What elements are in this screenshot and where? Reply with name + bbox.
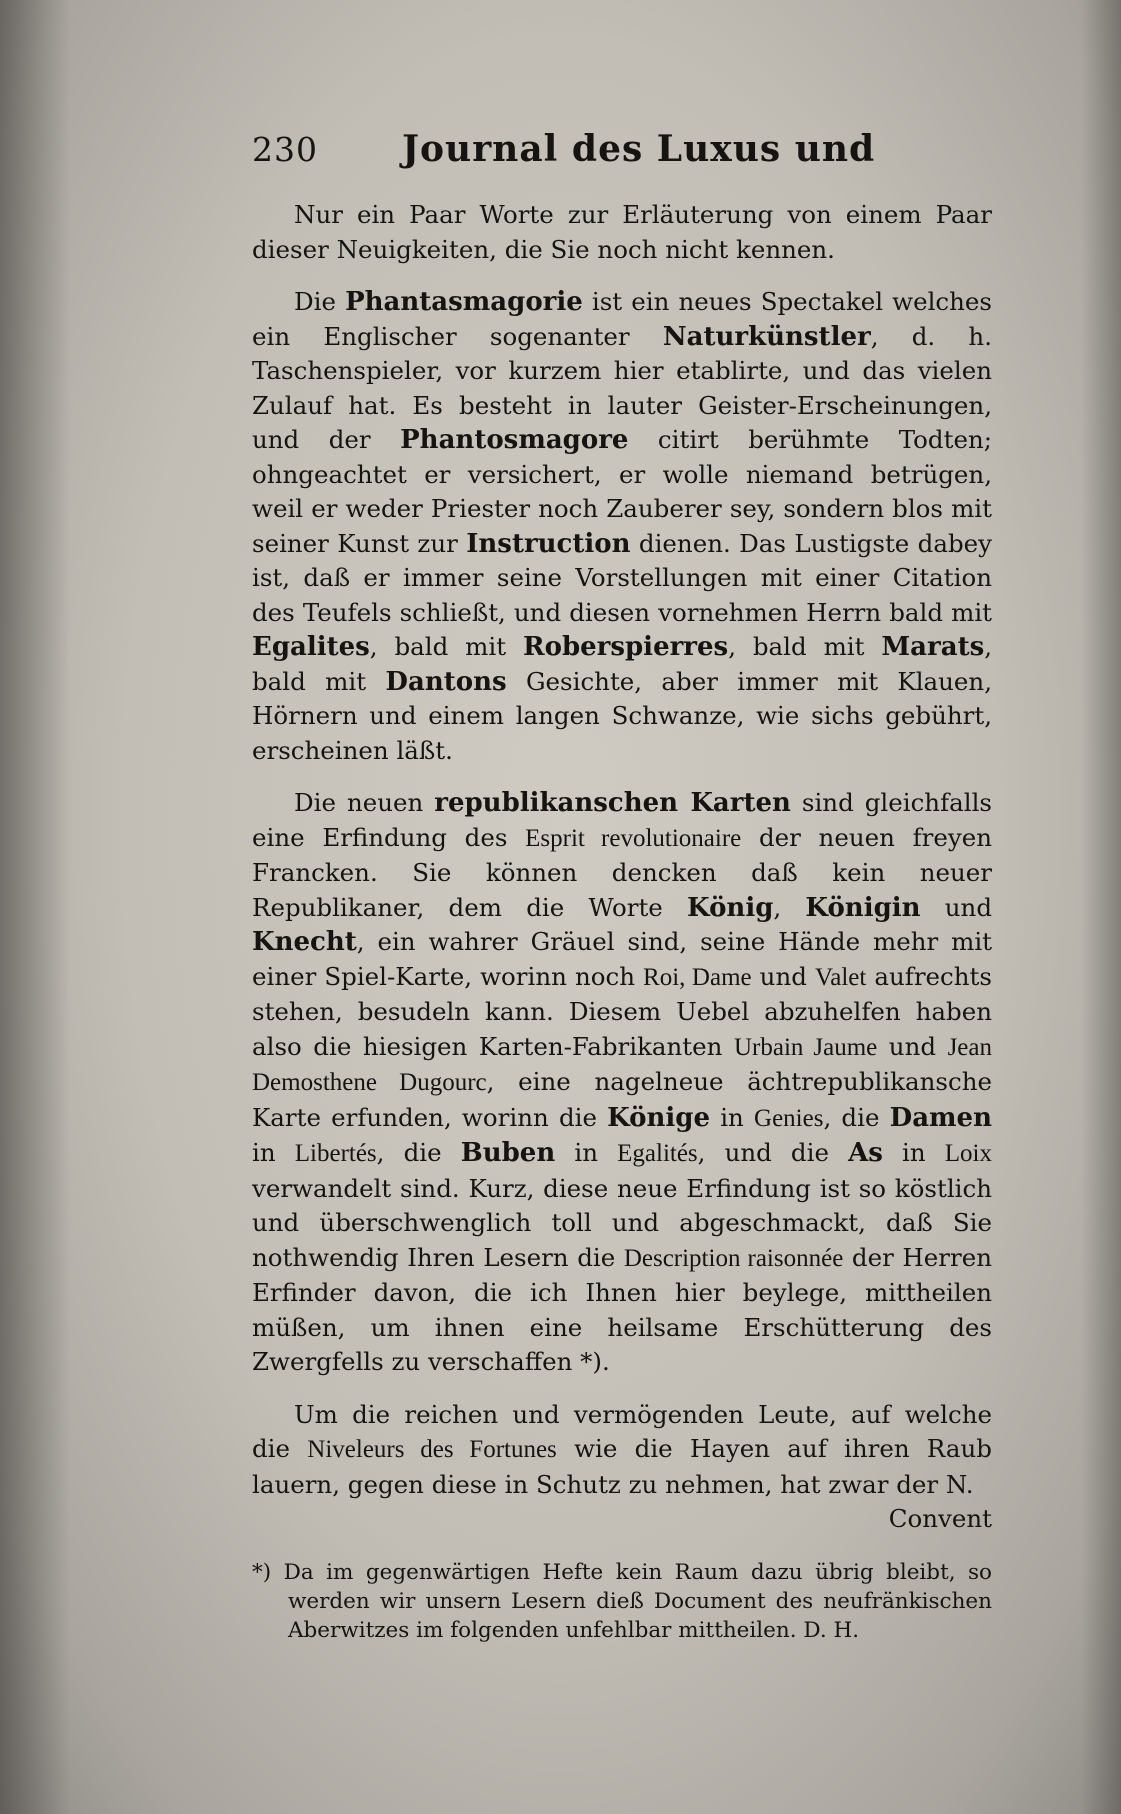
page-number: 230 (252, 130, 318, 169)
emphasis-term: Naturkünstler (662, 321, 871, 352)
latin-term: Egalités (617, 1140, 698, 1167)
latin-term: Libertés (294, 1140, 377, 1167)
paragraph-text: , bald mit (369, 632, 523, 661)
paragraph-text: und (920, 892, 993, 922)
paragraph-text: Um die reichen und vermögenden Leute, auf welche die (252, 1399, 992, 1463)
paragraph-text: und (877, 1031, 948, 1061)
emphasis-term: Instruction (466, 528, 631, 559)
paragraph-text: , bald mit (252, 632, 993, 696)
paragraph-text: in (882, 1138, 945, 1167)
paragraph-text: in (252, 1138, 295, 1167)
paragraph-text: , die (823, 1102, 890, 1132)
footnote: *) Da im gegenwärtigen Hefte kein Raum dazu übrig bleibt, so werden wir unsern Lesern dieß Document des neufränkischen Aberwitzes im folgenden unfehlbar mittheilen. D. H. (252, 1560, 992, 1643)
latin-term: Genies (754, 1104, 824, 1132)
emphasis-term: Knecht (252, 927, 357, 957)
paragraph-text: Gesichte, aber immer mit Klauen, Hörnern und einem langen Schwanze, wie sichs gebührt, erscheinen läßt. (252, 666, 992, 765)
latin-term: Niveleurs des Fortunes (307, 1436, 557, 1463)
paragraph-1 (252, 198, 992, 267)
paragraph-text: wie die Hayen auf ihren Raub lauern, gegen diese in Schutz zu nehmen, hat zwar der N. (252, 1434, 992, 1499)
paragraph-text: sind gleichfalls eine Erfindung des (252, 788, 992, 852)
paragraph-text: der neuen freyen Francken. Sie können dencken daß kein neuer Republikaner, dem die Worte (252, 822, 992, 922)
emphasis-term: Könige (607, 1102, 711, 1133)
paragraph-text: aufrechts stehen, besudeln kann. Diesem Uebel abzuhelfen haben also die hiesigen Karten-Fabrikanten (252, 961, 992, 1061)
emphasis-term: Marats (881, 632, 985, 662)
emphasis-term: Königin (805, 892, 921, 923)
paragraph-text: , eine nagelneue ächtrepublikansche Karte erfunden, worinn die (252, 1067, 992, 1132)
latin-term: Loix (944, 1140, 992, 1167)
paragraph-text: citirt berühmte Todten; ohngeachtet er versichert, er wolle niemand betrügen, weil er weder Priester noch Zauberer sey, sondern blos mit seiner Kunst zur (252, 425, 992, 558)
paragraph-text: , d. h. Taschenspieler, vor kurzem hier etablirte, und das vielen Zulauf hat. Es besteht in lauter Geister-Erscheinungen, und der (252, 321, 992, 454)
emphasis-term: Egalites (252, 632, 370, 662)
paragraph-text: dienen. Das Lustigste dabey ist, daß er immer seine Vorstellungen mit einer Citation des Teufels schließt, und diesen vornehmen Herrn bald mit (252, 528, 992, 627)
emphasis-term: Damen (889, 1102, 992, 1133)
paragraph-text: , und die (697, 1138, 849, 1167)
paragraph-4 (252, 1398, 992, 1503)
emphasis-term: König (687, 892, 774, 923)
latin-term: Valet (814, 963, 867, 991)
paragraph-text: , bald mit (728, 632, 882, 661)
emphasis-term: As (848, 1138, 883, 1168)
paragraph-text: , (773, 892, 806, 922)
latin-term: Roi, Dame (643, 963, 752, 991)
paragraph-text: in (710, 1102, 755, 1132)
running-title: Journal des Luxus und (402, 128, 876, 170)
latin-term: Esprit revolutionaire (525, 824, 742, 852)
paragraph-2 (252, 285, 992, 768)
paragraph-text: Die neuen (294, 788, 435, 817)
running-head (252, 128, 992, 184)
emphasis-term: Dantons (385, 666, 507, 697)
emphasis-term: Phantosmagore (400, 425, 629, 455)
text-block (252, 128, 992, 1645)
paragraph-text: Die (294, 287, 346, 316)
paragraph-text: , ein wahrer Gräuel sind, seine Hände mehr mit einer Spiel-Karte, worinn noch (252, 927, 992, 991)
paragraph-3 (252, 786, 992, 1380)
paragraph-text: ist ein neues Spectakel welches ein Englischer sogenanter (252, 287, 993, 351)
paragraph-text: in (555, 1138, 618, 1167)
emphasis-term: Buben (460, 1138, 556, 1168)
emphasis-term: republikanschen Karten (434, 788, 791, 818)
paragraph-text: verwandelt sind. Kurz, diese neue Erfindung ist so köstlich und überschwenglich toll und abgeschmackt, daß Sie nothwendig Ihren Lesern die (252, 1173, 992, 1272)
catchword: Convent (888, 1504, 992, 1533)
latin-term: Urbain Jaume (733, 1033, 878, 1061)
paragraph-text: und (751, 961, 815, 991)
latin-term: Jean Demosthene Dugourc (252, 1033, 992, 1096)
emphasis-term: Phantasmagorie (345, 287, 583, 317)
paragraph-text: Nur ein Paar Worte zur Erläuterung von einem Paar dieser Neuigkeiten, die Sie noch nicht kennen. (252, 200, 992, 264)
paragraph-text: , die (376, 1138, 461, 1167)
emphasis-term: Roberspierres (523, 632, 729, 662)
latin-term: Description raisonnée (623, 1244, 844, 1272)
paragraph-text: der Herren Erfinder davon, die ich Ihnen hier beylege, mittheilen müßen, um ihnen eine heilsame Erschütterung des Zwergfells zu verschaffen *). (252, 1242, 992, 1376)
